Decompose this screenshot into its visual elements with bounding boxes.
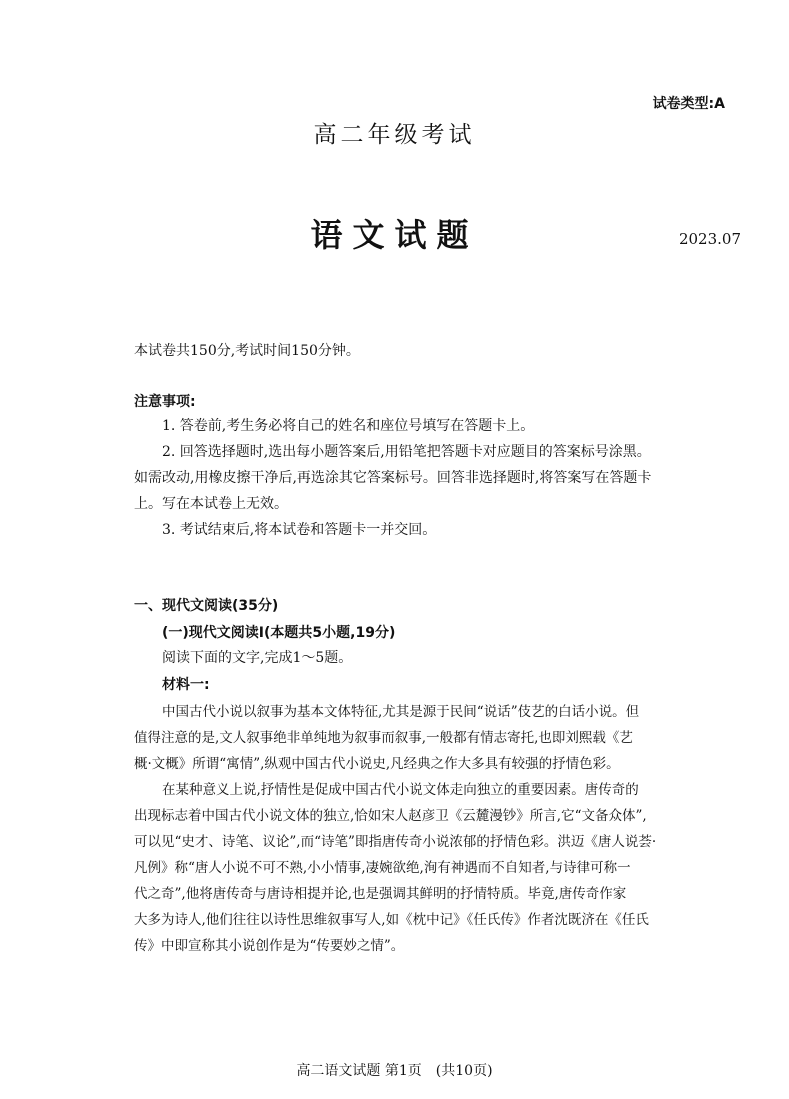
passage-line: 传》中即宣称其小说创作是为“传要妙之情”。 xyxy=(134,938,405,954)
passage-line: 出现标志着中国古代小说文体的独立,恰如宋人赵彦卫《云麓漫钞》所言,它“文备众体”, xyxy=(134,808,647,824)
exam-date: 2023.07 xyxy=(678,230,741,248)
notice-heading: 注意事项: xyxy=(134,394,196,410)
notice-item-2-line-2: 如需改动,用橡皮擦干净后,再选涂其它答案标号。回答非选择题时,将答案写在答题卡 xyxy=(134,470,652,486)
exam-heading: 高二年级考试 xyxy=(313,122,476,148)
passage-line: 值得注意的是,文人叙事绝非单纯地为叙事而叙事,一般都有情志寄托,也即刘熙载《艺 xyxy=(134,730,633,746)
notice-item-2-line-3: 上。写在本试卷上无效。 xyxy=(134,496,288,512)
subject-title: 语文试题 xyxy=(310,216,479,254)
passage-line: 中国古代小说以叙事为基本文体特征,尤其是源于民间“说话”伎艺的白话小说。但 xyxy=(162,704,640,720)
reading-instruction: 阅读下面的文字,完成1～5题。 xyxy=(162,650,353,666)
section-heading: 一、现代文阅读(35分) xyxy=(134,598,279,614)
notice-item-2-line-1: 2. 回答选择题时,选出每小题答案后,用铅笔把答题卡对应题目的答案标号涂黑。 xyxy=(162,444,651,460)
notice-item-1: 1. 答卷前,考生务必将自己的姓名和座位号填写在答题卡上。 xyxy=(162,418,535,434)
paper-type-label: 试卷类型:A xyxy=(652,96,725,112)
material-label: 材料一: xyxy=(162,677,210,693)
reading-passage xyxy=(134,699,718,959)
passage-line: 大多为诗人,他们往往以诗性思维叙事写人,如《枕中记》《任氏传》作者沈既济在《任氏 xyxy=(134,912,649,928)
passage-line: 在某种意义上说,抒情性是促成中国古代小说文体走向独立的重要因素。唐传奇的 xyxy=(162,782,639,798)
notice-item-3: 3. 考试结束后,将本试卷和答题卡一并交回。 xyxy=(162,522,437,538)
passage-line: 概·文概》所谓“寓情”,纵观中国古代小说史,凡经典之作大多具有较强的抒情色彩。 xyxy=(134,756,620,772)
passage-line: 凡例》称“唐人小说不可不熟,小小情事,凄婉欲绝,洵有神遇而不自知者,与诗律可称一 xyxy=(134,860,631,876)
subsection-heading: (一)现代文阅读Ⅰ(本题共5小题,19分) xyxy=(162,625,396,641)
page-footer: 高二语文试题 第1页 (共10页) xyxy=(296,1063,493,1079)
passage-line: 可以见“史才、诗笔、议论”,而“诗笔”即指唐传奇小说浓郁的抒情色彩。洪迈《唐人说荟· xyxy=(134,834,657,850)
passage-line: 代之奇”,他将唐传奇与唐诗相提并论,也是强调其鲜明的抒情特质。毕竟,唐传奇作家 xyxy=(134,886,627,902)
exam-total-info: 本试卷共150分,考试时间150分钟。 xyxy=(134,343,360,359)
